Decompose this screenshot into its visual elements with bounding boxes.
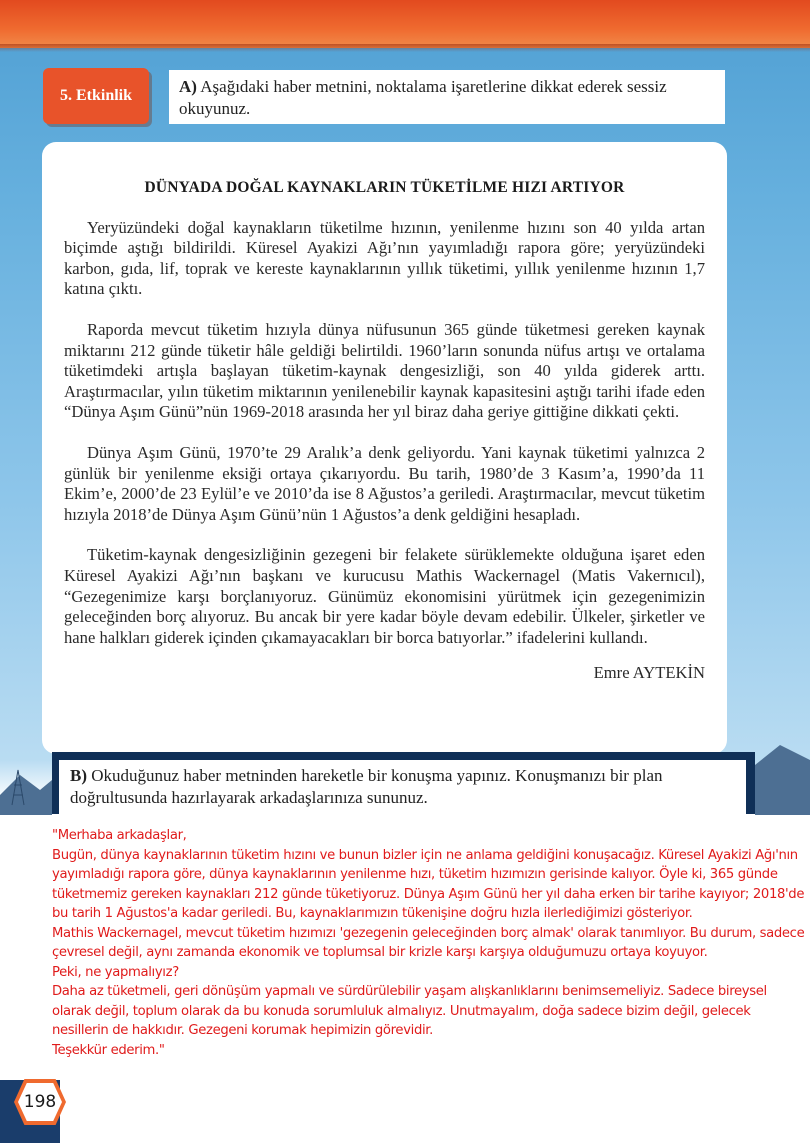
answer-line-solution: Daha az tüketmeli, geri dönüşüm yapmalı ve sürdürülebilir yaşam alışkanlıklarını benimsemeliyiz. Sadece bireysel olarak değil, toplum olarak da bu konuda sorumluluk almalıyız. Unutmayalım, doğa sadece bizim değil, gelecek nesillerin de hakkıdır. Gezegeni korumak hepimizin görevidir. bbox=[52, 984, 767, 1038]
answer-line-greeting: "Merhaba arkadaşlar, bbox=[52, 828, 187, 843]
task-a-label: A) bbox=[179, 77, 197, 96]
answer-line-quote: Mathis Wackernagel, mevcut tüketim hızımızı 'gezegenin geleceğinden borç almak' olarak tanımlıyor. Bu durum, sadece çevresel değil, aynı zamanda ekonomik ve toplumsal bir krizle karşı karşıya olduğumuzu ortaya koyuyor. bbox=[52, 925, 805, 960]
answer-line-intro: Bugün, dünya kaynaklarının tüketim hızını ve bunun bizler için ne anlama geldiğini konuşacağız. Küresel Ayakizi Ağı'nın yayımladığı rapora göre, dünya kaynaklarının yenilenme hızı, tüketim hızımızın gerisinde kalıyor. Öyle ki, 365 günde tüketmemiz gereken kaynakları 212 günde tüketiyoruz. Dünya Aşım Günü her yıl daha erken bir tarihe kayıyor; 2018'de bu tarih 1 Ağustos'a kadar geriledi. Bu, kaynaklarımızın tükenişine doğru hızla ilerlediğimizi gösteriyor. bbox=[52, 847, 805, 921]
task-b-text: Okuduğunuz haber metninden hareketle bir konuşma yapınız. Konuşmanızı bir plan doğrultusunda hazırlayarak arkadaşlarınıza sununuz. bbox=[70, 766, 663, 807]
news-article bbox=[42, 142, 727, 754]
article-paragraph-3: Dünya Aşım Günü, 1970’te 29 Aralık’a denk geliyordu. Yani kaynak tüketimi yalnızca 2 günlük bir yenilenme eksiği ortaya çıkarıyordu. Bu tarih, 1980’de 3 Kasım’a, 1990’da 11 Ekim’e, 2000’de 23 Eylül’e ve 2010’da ise 8 Ağustos’a geriledi. Araştırmacılar, mevcut tüketim hızıyla 2018’de Dünya Aşım Günü’nün 1 Ağustos’a denk geldiğini hesapladı. bbox=[64, 442, 705, 524]
answer-line-question: Peki, ne yapmalıyız? bbox=[52, 964, 179, 980]
article-paragraph-2: Raporda mevcut tüketim hızıyla dünya nüfusunun 365 günde tüketmesi gereken kaynak miktarını 212 günde tüketir hâle geldiği belirtildi. 1960’ların sonunda nüfus artışı ve ortalama tüketimdeki artışla başlayan tüketim-kaynak dengesizliği, son 40 yılda giderek arttı. Araştırmacılar, yılın tüketim miktarının yenilenebilir kaynak kapasitesini aştığı tarihi ifade eden “Dünya Aşım Günü”nün 1969-2018 arasında her yıl biraz daha geriye gittiğine dikkati çekti. bbox=[64, 319, 705, 422]
student-answer bbox=[52, 826, 808, 1060]
header-shadow bbox=[0, 44, 810, 52]
article-author: Emre AYTEKİN bbox=[593, 663, 705, 683]
answer-line-closing: Teşekkür ederim." bbox=[52, 1042, 165, 1058]
article-paragraph-4: Tüketim-kaynak dengesizliğinin gezegeni bir felakete sürüklemekte olduğuna işaret eden Küresel Ayakizi Ağı’nın başkanı ve kurucusu Mathis Wackernagel (Matis Vakernıcıl), “Gezegenimize karşı borçlanıyoruz. Günümüz ekonomisini yürütmek için gezegenimizin geleceğinden borç alıyoruz. Bu ancak bir yere kadar böyle devam edebilir. Ülkeler, şirketler ve hane halkları giderek içinden çıkamayacakları bir borca batıyorlar.” ifadelerini kullandı. bbox=[64, 545, 705, 647]
page-number: 198 bbox=[23, 1092, 57, 1112]
task-b-instruction bbox=[59, 760, 746, 814]
task-a-text: Aşağıdaki haber metnini, noktalama işaretlerine dikkat ederek sessiz okuyunuz. bbox=[179, 77, 667, 118]
page-header-band bbox=[0, 0, 810, 48]
article-title: DÜNYADA DOĞAL KAYNAKLARIN TÜKETİLME HIZI ARTIYOR bbox=[144, 179, 625, 196]
task-b-label: B) bbox=[70, 766, 87, 785]
article-paragraph-1: Yeryüzündeki doğal kaynakların tüketilme hızının, yenilenme hızını son 40 yılda artan biçimde aştığı bildirildi. Küresel Ayakizi Ağı’nın yayımladığı rapora göre; yeryüzündeki karbon, gıda, lif, toprak ve kereste kaynaklarının yıllık tüketimi, yıllık yenilenme hızının 1,7 katına çıktı. bbox=[64, 217, 705, 299]
task-a-instruction bbox=[169, 70, 725, 124]
activity-badge: 5. Etkinlik bbox=[43, 68, 149, 124]
